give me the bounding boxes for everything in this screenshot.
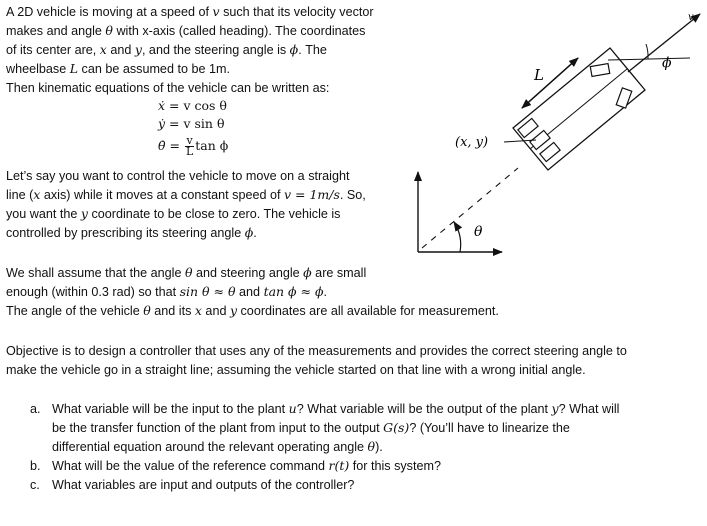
vehicle-diagram: [400, 0, 707, 260]
assume-line-3: The angle of the vehicle θ and its x and y coordinates are all available for measurement.: [6, 303, 499, 318]
theta-arc: [454, 222, 461, 252]
wheelbase-arrow-backward: [522, 58, 578, 108]
assume-line-2: enough (within 0.3 rad) so that sin θ ≈ θ and tan ϕ ≈ ϕ.: [6, 284, 328, 299]
equation-x-dot: ẋ = v cos θ: [158, 98, 227, 113]
question-a: a. What variable will be the input to the plant u? What variable will be the output of the plant y? What will: [30, 401, 620, 416]
vehicle-body: [513, 48, 645, 170]
front-right-wheel: [616, 88, 632, 108]
intro-line-3: of its center are, x and y, and the steering angle is ϕ. The: [6, 42, 327, 57]
objective-line-2: make the vehicle go in a straight line; assuming the vehicle started on that line with a wrong initial angle.: [6, 363, 586, 377]
steering-reference-line: [608, 58, 690, 60]
intro-line-5: Then kinematic equations of the vehicle can be written as:: [6, 81, 330, 95]
center-xy-label: (x, y): [455, 135, 489, 150]
control-line-4: controlled by prescribing its steering angle ϕ.: [6, 225, 257, 240]
front-left-wheel: [590, 64, 609, 77]
objective-line-1: Objective is to design a controller that uses any of the measurements and provides the correct steering angle to: [6, 344, 627, 358]
velocity-v-label: v: [688, 12, 694, 23]
intro-line-2: makes and angle θ with x-axis (called heading). The coordinates: [6, 23, 366, 38]
control-line-3: you want the y coordinate to be close to zero. The vehicle is: [6, 206, 341, 221]
control-line-1: Let’s say you want to control the vehicle to move on a straight: [6, 169, 350, 183]
question-c: c. What variables are input and outputs of the controller?: [30, 478, 355, 492]
heading-dashed-line: [422, 168, 518, 248]
question-a-line-2: be the transfer function of the plant from input to the output G(s)? (You’ll have to linearize the: [52, 420, 570, 435]
phi-label: ϕ: [662, 55, 672, 71]
equation-y-dot: ẏ = v sin θ: [158, 116, 225, 131]
question-b: b. What will be the value of the reference command r(t) for this system?: [30, 458, 441, 473]
wheelbase-L-label: L: [534, 66, 544, 84]
assume-line-1: We shall assume that the angle θ and steering angle ϕ are small: [6, 265, 367, 280]
question-a-line-3: differential equation around the relevant operating angle θ).: [52, 439, 383, 454]
theta-label: θ: [474, 224, 483, 240]
intro-line-1: A 2D vehicle is moving at a speed of v such that its velocity vector: [6, 4, 374, 19]
rear-right-wheel: [540, 142, 560, 161]
intro-line-4: wheelbase L can be assumed to be 1m.: [6, 61, 230, 76]
fraction-v-over-L: $\frac{v}{L}$: [185, 134, 194, 158]
control-line-2: line (x axis) while it moves at a constant speed of v = 1m/s. So,: [6, 187, 366, 202]
equation-theta-dot: θ̇ = $\frac{v}{L}$ tan ϕ: [158, 134, 229, 158]
